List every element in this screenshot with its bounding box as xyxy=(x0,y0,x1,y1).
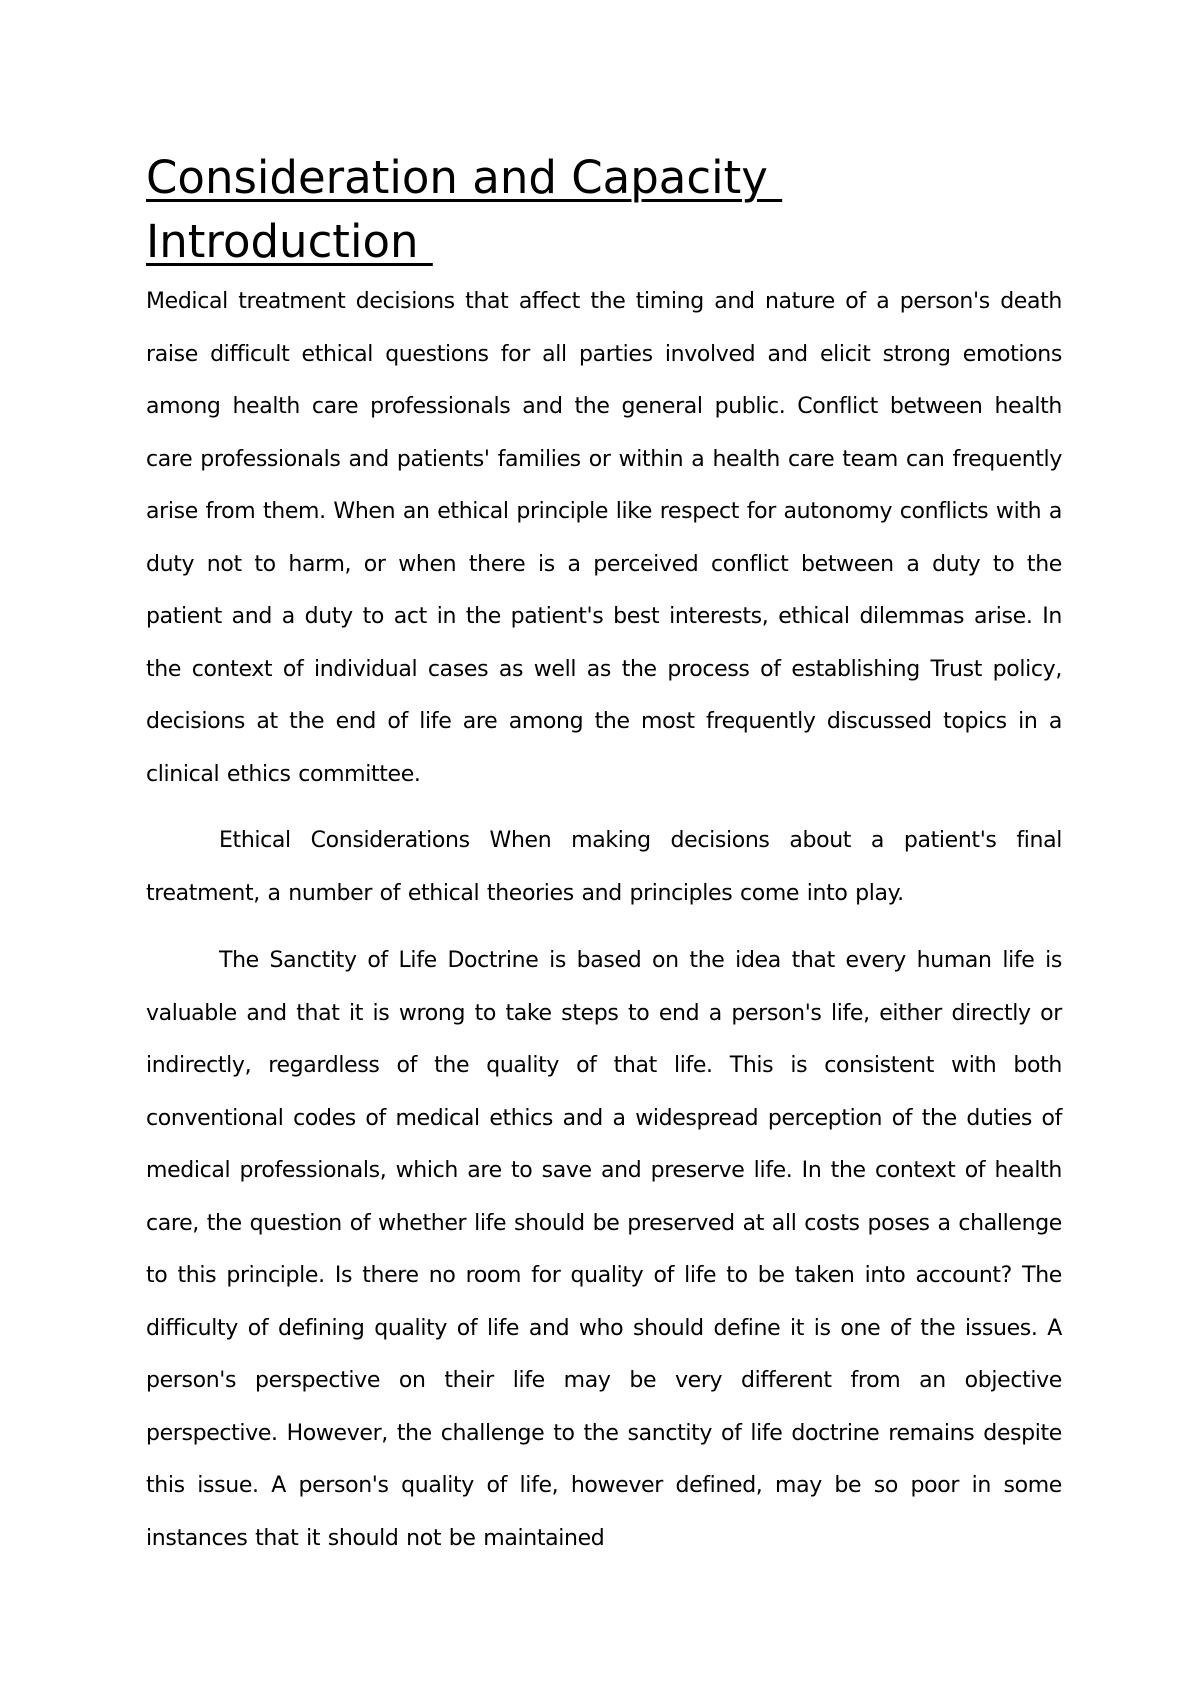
title-line-1: Consideration and Capacity xyxy=(146,151,783,204)
document-title xyxy=(146,146,1062,274)
paragraph-ethical-considerations: Ethical Considerations When making decisions about a patient's final treatment, a number of ethical theories and principles come into play. xyxy=(146,828,1062,906)
title-line-2: Introduction xyxy=(146,215,433,268)
paragraph-sanctity-of-life: The Sanctity of Life Doctrine is based on the idea that every human life is valuable and that it is wrong to take steps to end a person's life, either directly or indirectly, regardless of the quality of that life. This is consistent with both conventional codes of medical ethics and a widespread perception of the duties of medical professionals, which are to save and preserve life. In the context of health care, the question of whether life should be preserved at all costs poses a challenge to this principle. Is there no room for quality of life to be taken into account? The difficulty of defining quality of life and who should define it is one of the issues. A person's perspective on their life may be very different from an objective perspective. However, the challenge to the sanctity of life doctrine remains despite this issue. A person's quality of life, however defined, may be so poor in some instances that it should not be maintained xyxy=(146,948,1062,1551)
paragraph-introduction: Medical treatment decisions that affect the timing and nature of a person's death raise difficult ethical questions for all parties involved and elicit strong emotions among health care professionals and the general public. Conflict between health care professionals and patients' families or within a health care team can frequently arise from them. When an ethical principle like respect for autonomy conflicts with a duty not to harm, or when there is a perceived conflict between a duty to the patient and a duty to act in the patient's best interests, ethical dilemmas arise. In the context of individual cases as well as the process of establishing Trust policy, decisions at the end of life are among the most frequently discussed topics in a clinical ethics committee. xyxy=(146,289,1062,787)
document-body xyxy=(146,146,1062,1565)
